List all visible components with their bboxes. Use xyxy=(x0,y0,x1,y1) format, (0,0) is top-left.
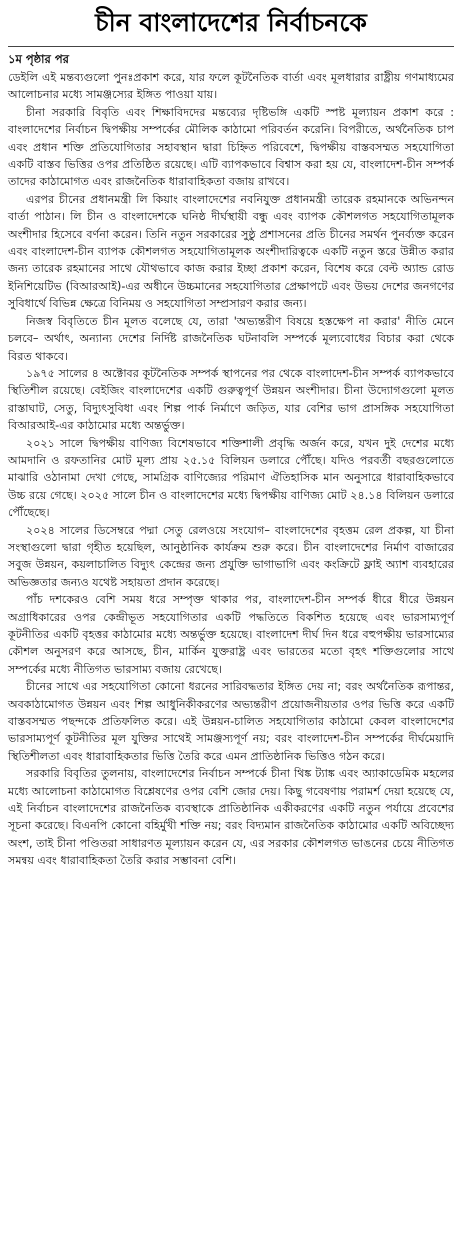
paragraph-5: ১৯৭৫ সালের ৪ অক্টোবর কূটনৈতিক সম্পর্ক স্থাপনের পর থেকে বাংলাদেশ-চীন সম্পর্ক ব্যাপকভাবে স্থিতিশীল রয়েছে। বেইজিং বাংলাদেশের একটি গুরুত্বপূর্ণ উন্নয়ন অংশীদার। চীনা উদ্যোগগুলো মূলত রাস্তাঘাট, সেতু, বিদ্যুৎসুবিধা এবং শিল্প পার্ক নির্মাণে জড়িত, যার বেশির ভাগ প্রাসঙ্গিক সহযোগিতা বিআরআই-এর কাঠামোর মধ্যে অন্তর্ভুক্ত। xyxy=(8,366,454,433)
paragraph-2: চীনা সরকারি বিবৃতি এবং শিক্ষাবিদদের মন্তব্যের দৃষ্টিভঙ্গি একটি স্পষ্ট মূল্যায়ন প্রকাশ করে : বাংলাদেশের নির্বাচন দ্বিপক্ষীয় সম্পর্কের মৌলিক কাঠামো পরিবর্তন করেনি। বিপরীতে, অর্থনৈতিক চাপ এবং প্রধান শক্তি প্রতিযোগিতার সহাবস্থান দ্বারা চিহ্নিত পরিবেশে, দ্বিপক্ষীয় বাস্তবসম্মত সহযোগিতা একটি বাস্তব ভিত্তির ওপর প্রতিষ্ঠিত রয়েছে। এটি ব্যাপকভাবে বিশ্বাস করা হয় যে, বাংলাদেশ-চীন সম্পর্ক তাদের কাঠামোগত এবং রাজনৈতিক ধারাবাহিকতা বজায় রাখবে। xyxy=(8,105,454,189)
paragraph-4: নিজস্ব বিবৃতিতে চীন মূলত বলেছে যে, তারা 'অভ্যন্তরীণ বিষয়ে হস্তক্ষেপ না করার' নীতি মেনে চলবে– অর্থাৎ, অন্যান্য দেশের নির্দিষ্ট রাজনৈতিক ঘটনাবলি সম্পর্কে মূল্যবোধের বিচার করা থেকে বিরত থাকবে। xyxy=(8,314,454,363)
headline-divider xyxy=(8,46,454,47)
headline: চীন বাংলাদেশের নির্বাচনকে xyxy=(95,8,367,37)
paragraph-6: ২০২১ সালে দ্বিপক্ষীয় বাণিজ্য বিশেষভাবে শক্তিশালী প্রবৃদ্ধি অর্জন করে, যখন দুই দেশের মধ্যে আমদানি ও রফতানির মোট মূল্য প্রায় ২৫.১৫ বিলিয়ন ডলারে পৌঁছে। যদিও পরবর্তী বছরগুলোতে মাঝারি ওঠানামা দেখা গেছে, সামগ্রিক বাণিজ্যের পরিমাণ ঐতিহাসিক মান অনুসারে ধারাবাহিকভাবে উচ্চ রয়ে গেছে। ২০২৫ সালে চীন ও বাংলাদেশের মধ্যে দ্বিপক্ষীয় বাণিজ্য মোট ২৪.১৪ বিলিয়ন ডলারে পৌঁছেছে। xyxy=(8,436,454,520)
paragraph-7: ২০২৪ সালের ডিসেম্বরে পদ্মা সেতু রেলওয়ে সংযোগ– বাংলাদেশের বৃহত্তম রেল প্রকল্প, যা চীনা সংস্থাগুলো দ্বারা গৃহীত হয়েছিল, আনুষ্ঠানিক কার্যক্রম শুরু করে। চীন বাংলাদেশের নির্মাণ বাজারের সবুজ উন্নয়ন, কয়লাচালিত বিদ্যুৎ কেন্দ্রের জন্য প্রযুক্তি ভাগাভাগি এবং কংক্রিটে ফ্লাই অ্যাশ ব্যবহারের অভিজ্ঞতার জন্যও যথেষ্ট সহায়তা প্রদান করেছে। xyxy=(8,523,454,589)
paragraph-10: সরকারি বিবৃতির তুলনায়, বাংলাদেশের নির্বাচন সম্পর্কে চীনা থিঙ্ক ট্যাঙ্ক এবং অ্যাকাডেমিক মহলের মধ্যে আলোচনা কাঠামোগত বিশ্লেষণের ওপর বেশি জোর দেয়। কিছু গবেষণায় পরামর্শ দেয়া হয়েছে যে, এই নির্বাচন বাংলাদেশের রাজনৈতিক ব্যবস্থাকে প্রাতিষ্ঠানিক একীকরণের একটি নতুন পর্যায়ে প্রবেশের সূচনা করেছে। বিএনপি কোনো বহির্মুখী শক্তি নয়; বরং বিদ্যমান রাজনৈতিক কাঠামোর একটি অবিচ্ছেদ্য অংশ, তাই চীনা পণ্ডিতরা সাধারণত মূল্যায়ন করেন যে, এর সরকার কৌশলগত ভাঙনের চেয়ে নীতিগত সমন্বয় এবং ধারাবাহিকতা তৈরি করার সম্ভাবনা বেশি। xyxy=(8,767,454,868)
paragraph-8: পাঁচ দশকেরও বেশি সময় ধরে সম্পৃক্ত থাকার পর, বাংলাদেশ-চীন সম্পর্ক ধীরে ধীরে উন্নয়ন অগ্রাধিকারের ওপর কেন্দ্রীভূত সহযোগিতার একটি পদ্ধতিতে বিকশিত হয়েছে এবং ভারসাম্যপূর্ণ কূটনীতির একটি বৃহত্তর কাঠামোর মধ্যে অন্তর্ভুক্ত হয়েছে। বাংলাদেশ দীর্ঘ দিন ধরে বহুপক্ষীয় ভারসাম্যের কৌশল অনুসরণ করে আসছে, চীন, মার্কিন যুক্তরাষ্ট্র এবং ভারতের মতো বৃহৎ শক্তিগুলোর সাথে সম্পর্কের মধ্যে নীতিগত ভারসাম্য বজায় রেখেছে। xyxy=(8,593,454,676)
continued-from-label: ১ম পৃষ্ঠার পর xyxy=(8,52,69,66)
paragraph-3: এরপর চীনের প্রধানমন্ত্রী লি কিয়াং বাংলাদেশের নবনিযুক্ত প্রধানমন্ত্রী তারেক রহমানকে অভিনন্দন বার্তা পাঠান। লি চীন ও বাংলাদেশকে ঘনিষ্ঠ দীর্ঘস্থায়ী বন্ধু এবং ব্যাপক কৌশলগত সহযোগিতামূলক অংশীদার হিসেবে বর্ণনা করেন। তিনি নতুন সরকারের সুষ্ঠু প্রশাসনের প্রতি চীনের সমর্থন পুনর্ব্যক্ত করেন এবং বাংলাদেশ-চীন ব্যাপক কৌশলগত সহযোগিতামূলক অংশীদারিত্বকে একটি নতুন স্তরে উন্নীত করার জন্য তারেক রহমানের সাথে যৌথভাবে কাজ করার ইচ্ছা প্রকাশ করেন, বিশেষ করে বেল্ট অ্যান্ড রোড ইনিশিয়েটিভ (বিআরআই)-এর অধীনে উচ্চমানের সহযোগিতার প্রেক্ষাপটে এবং উভয় দেশের জনগণের সুবিধার্থে বিভিন্ন ক্ষেত্রে বিনিময় ও সহযোগিতা সম্প্রসারণ করার জন্য। xyxy=(8,192,454,311)
paragraph-9: চীনের সাথে এর সহযোগিতা কোনো ধরনের সারিবদ্ধতার ইঙ্গিত দেয় না; বরং অর্থনৈতিক রূপান্তর, অবকাঠামোগত উন্নয়ন এবং শিল্প আধুনিকীকরণের অভ্যন্তরীণ প্রয়োজনীয়তার ওপর ভিত্তি করে একটি বাস্তবসম্মত পছন্দকে প্রতিফলিত করে। এই উন্নয়ন-চালিত সহযোগিতার কাঠামো কেবল বাংলাদেশের ভারসাম্যপূর্ণ কূটনীতির মূল যুক্তির সাথেই সামঞ্জস্যপূর্ণ নয়; বরং বাংলাদেশ-চীন সম্পর্কের দীর্ঘমেয়াদি স্থিতিশীলতা এবং ধারাবাহিকতার ভিত্তি তৈরি করে এমন প্রাতিষ্ঠানিক ভিত্তিও গঠন করে। xyxy=(8,680,454,763)
paragraph-1: ডেইলি এই মন্তব্যগুলো পুনঃপ্রকাশ করে, যার ফলে কূটনৈতিক বার্তা এবং মূলধারার রাষ্ট্রীয় গণমাধ্যমের আলোচনার মধ্যে সামঞ্জস্যের ইঙ্গিত পাওয়া যায়। xyxy=(8,71,454,102)
